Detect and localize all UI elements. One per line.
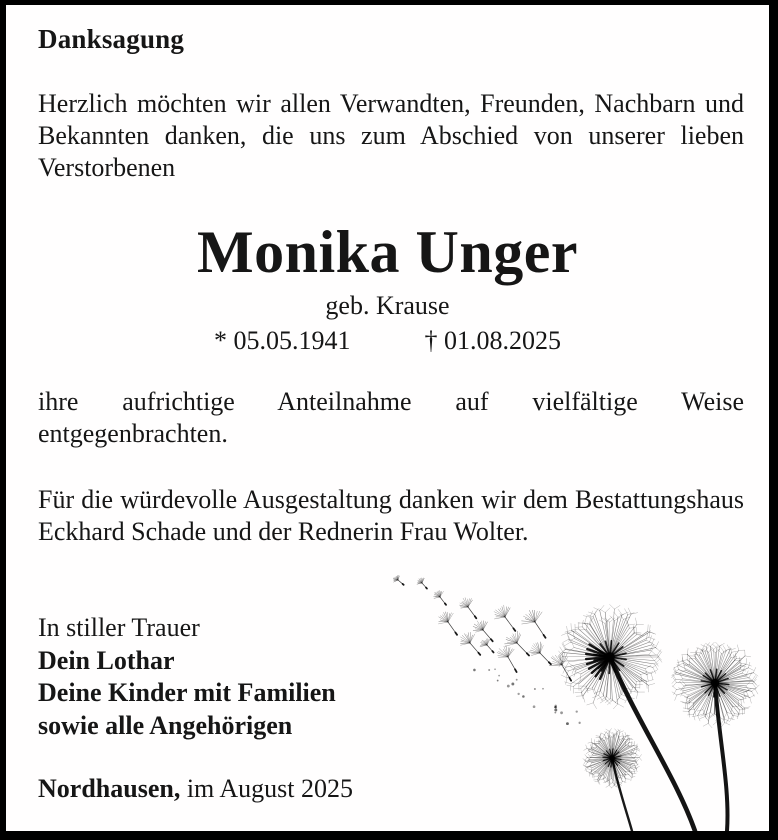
birth-date: * 05.05.1941 [214,326,351,355]
deceased-name: Monika Unger [197,219,578,285]
place-date-line [38,773,353,805]
mourning-block [38,612,336,742]
mourning-line: sowie alle Angehörigen [38,710,293,740]
maiden-name: geb. Krause [325,291,450,320]
place: Nordhausen, [38,774,181,803]
life-dates [6,325,769,357]
body-paragraph-2: Für die würdevolle Ausgestaltung danken wir dem Bestattungshaus Eckhard Schade und der Rednerin Frau Wolter. [38,485,744,546]
mourning-line: In stiller Trauer [38,613,200,642]
mourning-line: Deine Kinder mit Familien [38,678,336,707]
death-date: † 01.08.2025 [424,326,561,355]
dandelion-illustration [378,555,769,831]
intro-paragraph: Herzlich möchten wir allen Verwandten, Freunden, Nachbarn und Bekannten danken, die uns zum Abschied von unserer lieben Verstorbenen [38,89,744,182]
notice-title: Danksagung [38,24,185,54]
date: im August 2025 [180,774,353,803]
deceased-block [6,217,769,357]
body-paragraph-1: ihre aufrichtige Anteilnahme auf vielfältige Weise entgegenbrachten. [38,387,744,448]
mourning-line: Dein Lothar [38,645,175,675]
